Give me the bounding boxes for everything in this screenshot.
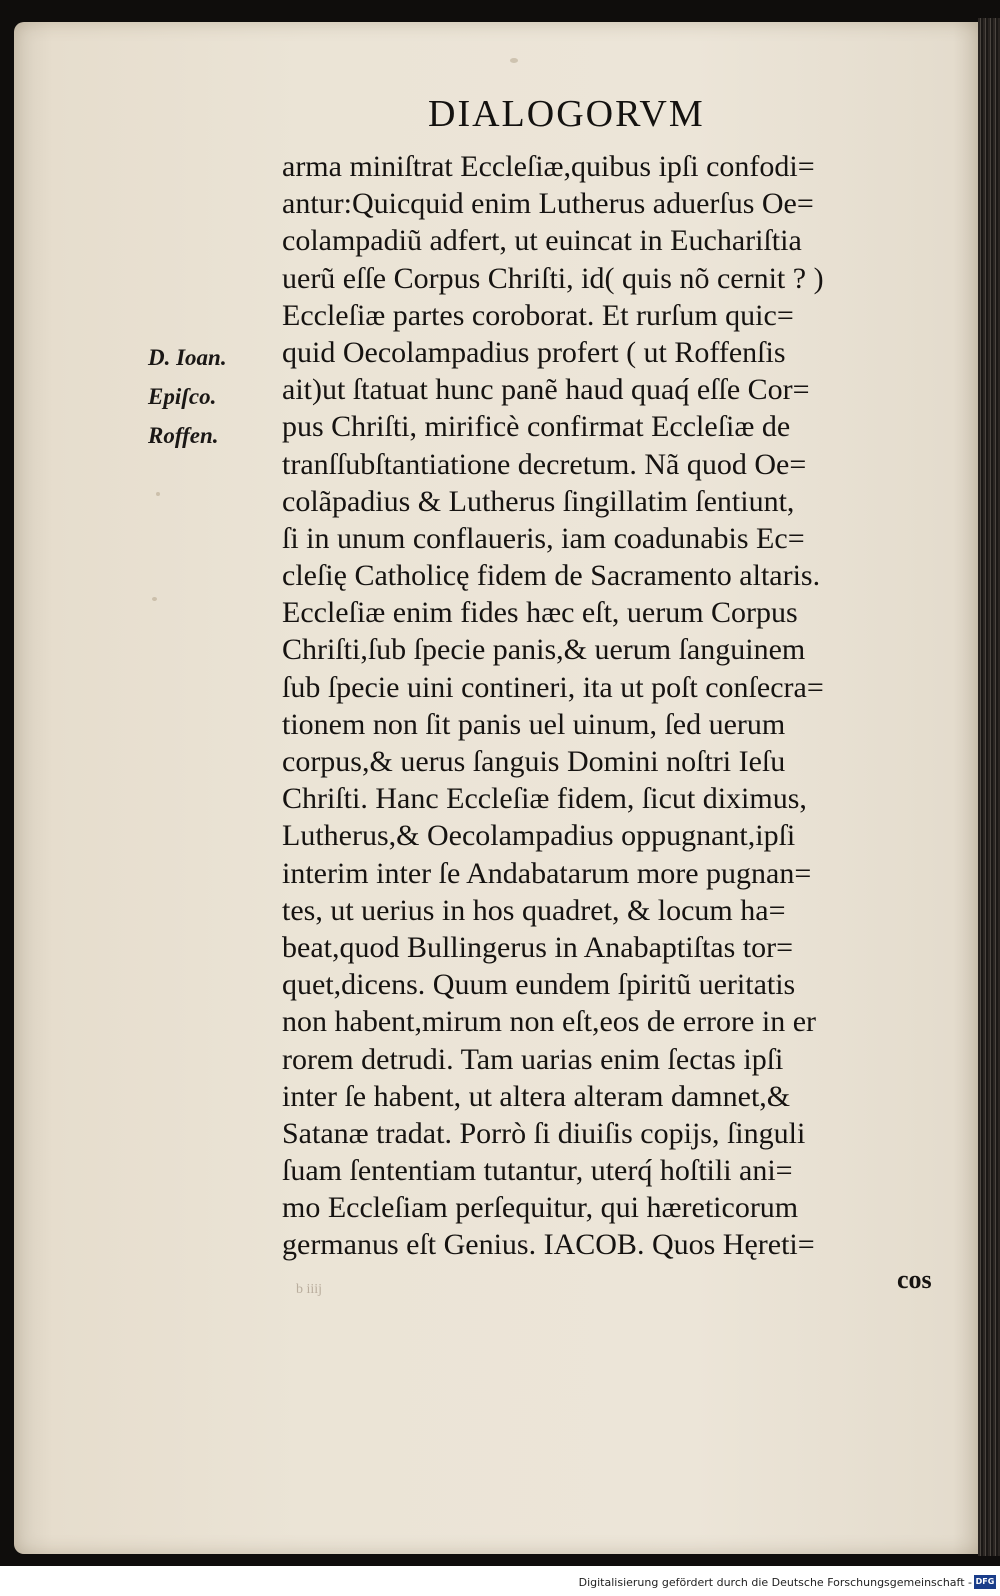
text-line: tranſſubſtantiatione decretum. Nã quod Oe= <box>282 447 807 481</box>
funding-credit: Digitalisierung gefördert durch die Deutsche Forschungsgemeinschaft - <box>578 1576 972 1589</box>
text-line: corpus,& uerus ſanguis Domini noſtri Ieſu <box>282 745 786 778</box>
dfg-logo: DFG <box>974 1575 996 1589</box>
paper-stain <box>156 492 160 496</box>
margin-note-line: Roffen. <box>148 423 219 448</box>
running-header: DIALOGORVM <box>428 93 705 135</box>
signature-mark: b iiij <box>296 1282 323 1297</box>
text-line: rorem detrudi. Tam uarias enim ſectas ipſi <box>282 1042 784 1076</box>
text-line: interim inter ſe Andabatarum more pugnan= <box>282 856 812 890</box>
text-line: beat,quod Bullingerus in Anabaptiſtas tor= <box>282 930 794 964</box>
text-line: tionem non ſit panis uel uinum, ſed uerum <box>282 707 786 741</box>
text-line: ſub ſpecie uini contineri, ita ut poſt conſecra= <box>282 670 824 704</box>
text-line: Chriſti. Hanc Eccleſiæ fidem, ſicut diximus, <box>282 782 807 816</box>
text-line: uerũ eſſe Corpus Chriſti, id( quis nõ cernit ? ) <box>282 261 824 295</box>
text-line: mo Eccleſiam perſequitur, qui hæreticorum <box>282 1191 799 1225</box>
book-fore-edge <box>978 18 1000 1556</box>
paper-stain <box>152 597 157 601</box>
margin-note-line: D. Ioan. <box>148 345 227 370</box>
footer-bar <box>0 1566 1000 1596</box>
text-line: ſi in unum conflaueris, iam coadunabis Ec= <box>282 521 805 555</box>
text-line: tes, ut uerius in hos quadret, & locum ha= <box>282 893 786 927</box>
body-text <box>282 148 947 1264</box>
text-line: Eccleſiæ partes coroborat. Et rurſum quic= <box>282 298 794 332</box>
text-line: cleſię Catholicę fidem de Sacramento altaris. <box>282 559 821 593</box>
text-line: inter ſe habent, ut altera alteram damnet,& <box>282 1079 791 1113</box>
marginal-note <box>148 338 227 455</box>
text-line: colampadiũ adfert, ut euincat in Euchariſtia <box>282 224 802 258</box>
text-line: germanus eſt Genius. IACOB. Quos Hęreti= <box>282 1228 815 1262</box>
margin-note-line: Epiſco. <box>148 384 217 409</box>
text-line: non habent,mirum non eſt,eos de errore in er <box>282 1005 816 1039</box>
text-line: Lutherus,& Oecolampadius oppugnant,ipſi <box>282 819 796 853</box>
paper-stain <box>510 58 518 63</box>
text-line: Satanæ tradat. Porrò ſi diuiſis copijs, ſinguli <box>282 1116 806 1150</box>
text-line: ſuam ſententiam tutantur, uterq́ hoſtili ani= <box>282 1154 793 1188</box>
text-line: arma miniſtrat Eccleſiæ,quibus ipſi confodi= <box>282 150 815 183</box>
text-line: antur:Quicquid enim Lutherus aduerſus Oe= <box>282 187 814 221</box>
text-line: colãpadius & Lutherus ſingillatim ſentiunt, <box>282 484 795 518</box>
text-line: quet,dicens. Quum eundem ſpiritũ ueritatis <box>282 968 796 1002</box>
text-line: ait)ut ſtatuat hunc panẽ haud quaq́ eſſe Cor= <box>282 373 810 407</box>
catchword: cos <box>897 1265 932 1294</box>
text-line: Eccleſiæ enim fides hæc eſt, uerum Corpus <box>282 596 798 630</box>
text-line: pus Chriſti, mirificè confirmat Eccleſiæ de <box>282 410 791 444</box>
text-line: quid Oecolampadius profert ( ut Roffenſis <box>282 335 786 369</box>
text-line: Chriſti,ſub ſpecie panis,& uerum ſanguinem <box>282 633 806 667</box>
